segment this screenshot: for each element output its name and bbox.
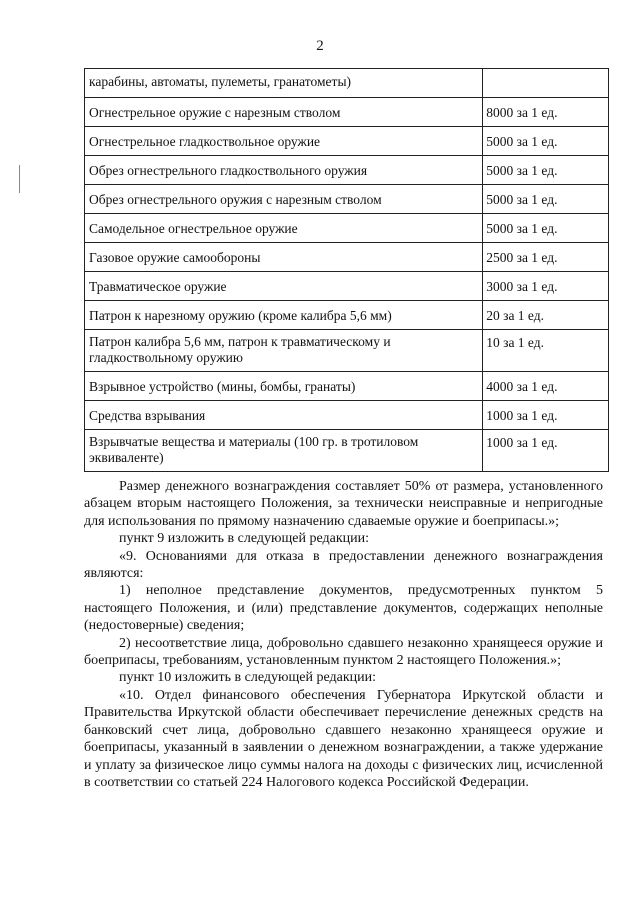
margin-mark bbox=[19, 165, 20, 193]
table-row bbox=[85, 430, 609, 472]
table-row bbox=[85, 185, 609, 214]
paragraph: 1) неполное представление документов, предусмотренных пунктом 5 настоящего Положения, и (или) представление документов, содержащих неполные (недостоверные) сведения; bbox=[84, 583, 603, 634]
item-name: Взрывчатые вещества и материалы (100 гр. в тротиловом эквиваленте) bbox=[85, 430, 483, 472]
item-name: карабины, автоматы, пулеметы, гранатометы) bbox=[85, 69, 483, 98]
table-row bbox=[85, 301, 609, 330]
item-amount: 3000 за 1 ед. bbox=[483, 272, 609, 301]
item-amount: 10 за 1 ед. bbox=[483, 330, 609, 372]
document-body bbox=[84, 478, 603, 791]
item-name: Средства взрывания bbox=[85, 401, 483, 430]
paragraph: пункт 9 изложить в следующей редакции: bbox=[119, 531, 369, 547]
table-row bbox=[85, 214, 609, 243]
item-amount: 5000 за 1 ед. bbox=[483, 214, 609, 243]
paragraph: «9. Основаниями для отказа в предоставлении денежного вознаграждения являются: bbox=[84, 548, 603, 582]
item-name: Обрез огнестрельного гладкоствольного оружия bbox=[85, 156, 483, 185]
item-amount: 5000 за 1 ед. bbox=[483, 156, 609, 185]
item-name: Травматическое оружие bbox=[85, 272, 483, 301]
item-amount: 2500 за 1 ед. bbox=[483, 243, 609, 272]
item-name: Взрывное устройство (мины, бомбы, гранаты) bbox=[85, 372, 483, 401]
table-row bbox=[85, 401, 609, 430]
item-name: Огнестрельное оружие с нарезным стволом bbox=[85, 98, 483, 127]
item-amount: 5000 за 1 ед. bbox=[483, 185, 609, 214]
item-amount: 4000 за 1 ед. bbox=[483, 372, 609, 401]
item-name: Самодельное огнестрельное оружие bbox=[85, 214, 483, 243]
table-row bbox=[85, 156, 609, 185]
item-amount: 8000 за 1 ед. bbox=[483, 98, 609, 127]
item-amount: 20 за 1 ед. bbox=[483, 301, 609, 330]
item-name: Обрез огнестрельного оружия с нарезным стволом bbox=[85, 185, 483, 214]
paragraph: пункт 10 изложить в следующей редакции: bbox=[119, 670, 376, 686]
table-row bbox=[85, 372, 609, 401]
item-amount: 5000 за 1 ед. bbox=[483, 127, 609, 156]
item-name: Огнестрельное гладкоствольное оружие bbox=[85, 127, 483, 156]
table-row bbox=[85, 98, 609, 127]
paragraph: 2) несоответствие лица, добровольно сдавшего незаконно хранящееся оружие и боеприпасы, требованиям, установленным пунктом 2 настоящего Положения.»; bbox=[84, 635, 603, 669]
item-amount: 1000 за 1 ед. bbox=[483, 430, 609, 472]
item-name: Газовое оружие самообороны bbox=[85, 243, 483, 272]
table-row bbox=[85, 69, 609, 98]
table-row bbox=[85, 127, 609, 156]
reward-table bbox=[84, 68, 609, 472]
item-amount bbox=[483, 69, 609, 98]
paragraph: «10. Отдел финансового обеспечения Губернатора Иркутской области и Правительства Иркутской области обеспечивает перечисление денежных средств на банковский счет лица, добровольно сдавшего незаконно хранящееся оружие и боеприпасы, указанный в заявлении о денежном вознаграждении, а также удержание и уплату за физическое лицо суммы налога на доходы с физических лиц, исчисленной в соответствии со статьей 224 Налогового кодекса Российской Федерации. bbox=[84, 687, 603, 790]
table-row bbox=[85, 330, 609, 372]
item-name: Патрон калибра 5,6 мм, патрон к травматическому и гладкоствольному оружию bbox=[85, 330, 483, 372]
item-amount: 1000 за 1 ед. bbox=[483, 401, 609, 430]
table-row bbox=[85, 272, 609, 301]
item-name: Патрон к нарезному оружию (кроме калибра 5,6 мм) bbox=[85, 301, 483, 330]
page-number: 2 bbox=[316, 38, 324, 54]
paragraph: Размер денежного вознаграждения составляет 50% от размера, установленного абзацем вторым настоящего Положения, за технически неисправные и непригодные для использования по прямому назначению сдаваемые оружие и боеприпасы.»; bbox=[84, 479, 603, 529]
table-row bbox=[85, 243, 609, 272]
